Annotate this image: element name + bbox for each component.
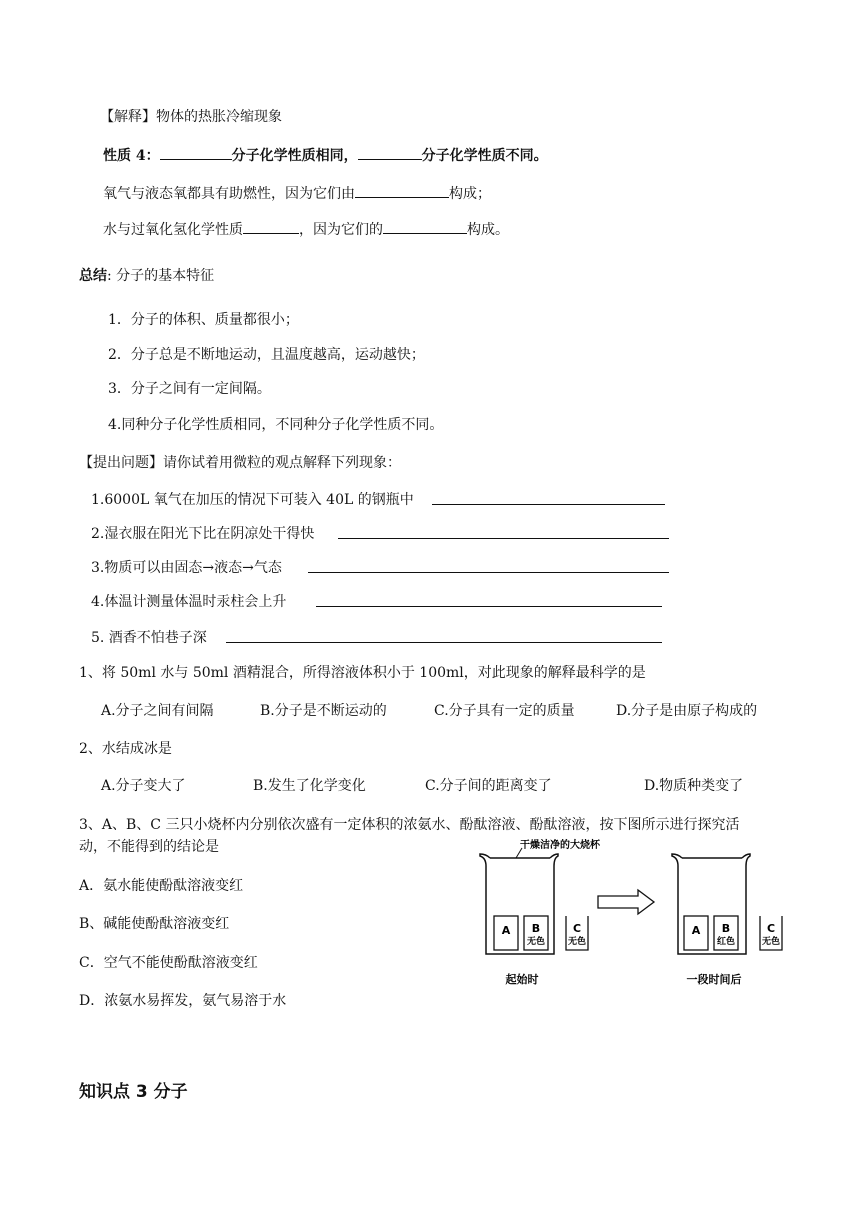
arrow-icon	[598, 890, 654, 914]
property-4-mid: 分子化学性质相同，	[231, 148, 358, 164]
beaker-c-start	[566, 916, 588, 950]
beaker-c-color: 无色	[761, 937, 781, 947]
question-3-option: D．浓氨水易挥发，氨气易溶于水	[79, 993, 287, 1009]
feature-item: 1．分子的体积、质量都很小；	[108, 312, 299, 328]
question-2-stem: 2、水结成冰是	[79, 741, 172, 757]
question-1-option: C.分子具有一定的质量	[434, 703, 575, 719]
beaker-a-later	[684, 916, 708, 950]
beaker-b-start	[524, 916, 548, 950]
question-2-option: C.分子间的距离变了	[425, 778, 552, 794]
beaker-a-label: A	[691, 924, 701, 937]
phenomenon-item	[91, 524, 314, 544]
phenomenon-item	[91, 592, 286, 612]
later-caption: 一段时间后	[686, 973, 742, 986]
question-3-option: B、碱能使酚酞溶液变红	[79, 916, 230, 932]
question-3-option: C．空气不能使酚酞溶液变红	[79, 955, 258, 971]
explain-text: 物体的热胀冷缩现象	[156, 109, 282, 125]
phenomenon-item	[91, 628, 207, 648]
oxygen-line	[103, 183, 491, 204]
phenomenon-text: 4.体温计测量体温时汞柱会上升	[91, 594, 287, 610]
beaker-b-later	[714, 916, 738, 950]
beaker-c-color: 无色	[567, 937, 587, 947]
experiment-figure	[470, 836, 800, 996]
phenomenon-text: 5. 酒香不怕巷子深	[91, 630, 207, 646]
blank	[243, 219, 299, 234]
beaker-b-color: 无色	[526, 937, 546, 947]
question-3-stem: 3、A、B、C 三只小烧杯内分别依次盛有一定体积的浓氨水、酚酞溶液、酚酞溶液，按下图所示进行探究活	[79, 817, 740, 833]
ask-text: 请你试着用微粒的观点解释下列现象：	[163, 455, 401, 471]
ask-line	[79, 453, 401, 473]
blank	[355, 183, 449, 198]
blank	[383, 219, 467, 234]
question-3-option: A．氨水能使酚酞溶液变红	[79, 878, 244, 894]
water-lead: 水与过氧化氢化学性质	[103, 222, 243, 238]
answer-line	[308, 572, 669, 573]
beaker-b-label: B	[721, 922, 731, 935]
explain-line	[100, 107, 282, 127]
question-1-option: B.分子是不断运动的	[260, 703, 387, 719]
answer-line	[338, 538, 669, 539]
question-2-option: D.物质种类变了	[644, 778, 744, 794]
question-3-stem-cont: 动，不能得到的结论是	[79, 839, 219, 855]
blank	[160, 145, 232, 160]
beaker-a-start	[494, 916, 518, 950]
water-tail: 构成。	[467, 222, 509, 238]
answer-line	[432, 504, 665, 505]
feature-item: 4.同种分子化学性质相同，不同种分子化学性质不同。	[108, 417, 444, 433]
question-2-option: B.发生了化学变化	[253, 778, 366, 794]
summary-label: 总结	[79, 268, 107, 284]
beaker-b-label: B	[531, 922, 541, 935]
answer-line	[316, 606, 662, 607]
property-4-lead: 性质 4：	[103, 148, 160, 164]
beaker-c-label: C	[766, 922, 776, 935]
feature-item: 3．分子之间有一定间隔。	[108, 381, 271, 397]
start-caption: 起始时	[505, 973, 539, 986]
water-mid: ，因为它们的	[299, 222, 383, 238]
oxygen-tail: 构成；	[449, 186, 491, 202]
ask-label: 【提出问题】	[79, 455, 163, 471]
phenomenon-item	[91, 558, 282, 578]
question-1-option: D.分子是由原子构成的	[616, 703, 758, 719]
question-1-stem: 1、将 50ml 水与 50ml 酒精混合，所得溶液体积小于 100ml，对此现象的解释最科学的是	[79, 665, 646, 681]
summary-text: : 分子的基本特征	[107, 268, 215, 284]
beaker-c-label: C	[572, 922, 582, 935]
summary-line	[79, 266, 214, 286]
property-4-line	[103, 145, 548, 166]
blank	[358, 145, 422, 160]
phenomenon-text: 1.6000L 氧气在加压的情况下可装入 40L 的钢瓶中	[91, 492, 414, 508]
feature-item: 2．分子总是不断地运动，且温度越高，运动越快；	[108, 347, 425, 363]
explain-label: 【解释】	[100, 109, 156, 125]
big-beaker-label: 干燥洁净的大烧杯	[520, 840, 600, 851]
oxygen-lead: 氧气与液态氧都具有助燃性，因为它们由	[103, 186, 355, 202]
big-beaker-start	[480, 854, 558, 954]
phenomenon-item	[91, 490, 414, 510]
phenomenon-text: 3.物质可以由固态→液态→气态	[91, 560, 282, 576]
question-1-option: A.分子之间有间隔	[101, 703, 214, 719]
phenomenon-text: 2.湿衣服在阳光下比在阴凉处干得快	[91, 526, 315, 542]
question-2-option: A.分子变大了	[101, 778, 186, 794]
property-4-tail: 分子化学性质不同。	[421, 148, 548, 164]
beaker-a-label: A	[501, 924, 511, 937]
water-line	[103, 219, 509, 240]
answer-line	[226, 642, 662, 643]
beaker-b-color: 红色	[716, 937, 736, 947]
beaker-c-later	[760, 916, 782, 950]
section-title: 知识点 3 分子	[79, 1082, 188, 1102]
